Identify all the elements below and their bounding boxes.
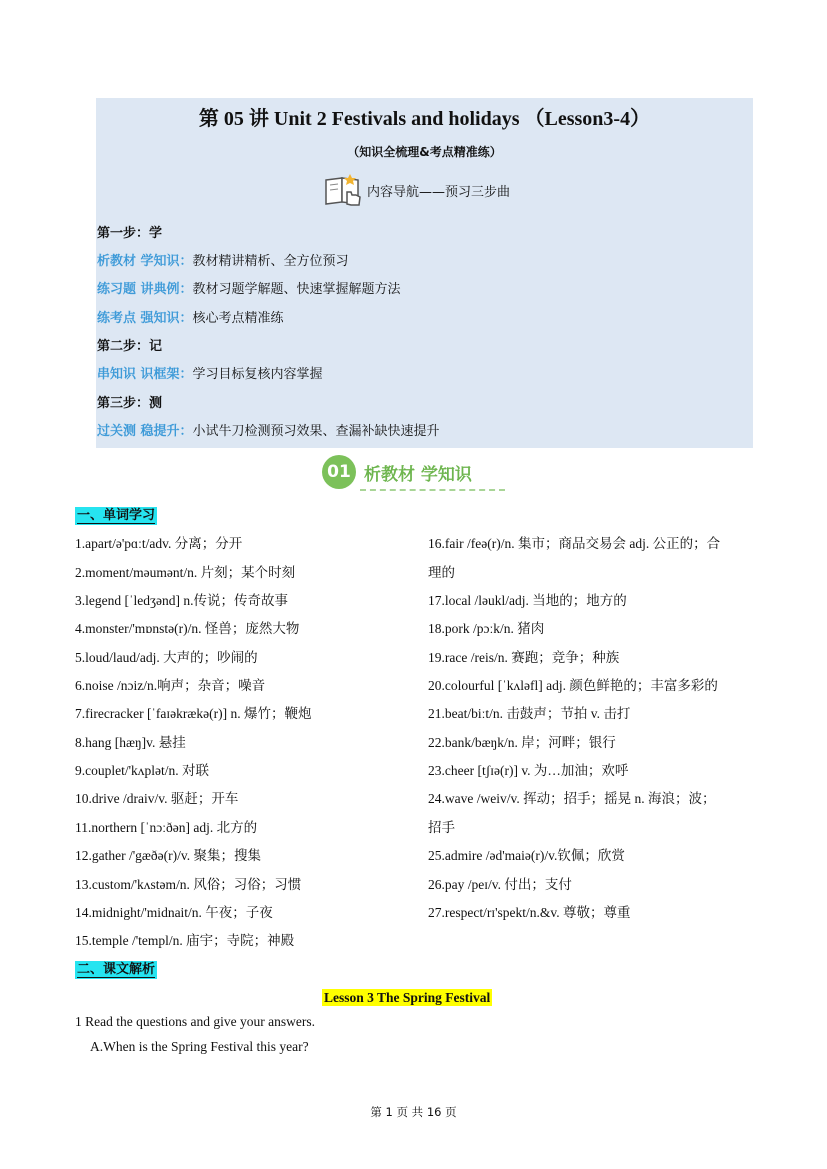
vocab-item: 26.pay /peɪ/v. 付出；支付 xyxy=(428,877,572,892)
vocab-item: 15.temple /'templ/n. 庙宇；寺院；神殿 xyxy=(75,933,295,948)
document-title: 第 05 讲 Unit 2 Festivals and holidays （Lesson3-4） xyxy=(198,108,651,130)
section-heading-text-analysis: 二、课文解析 xyxy=(77,962,156,977)
nav-label: 内容导航——预习三步曲 xyxy=(367,184,511,200)
document-subtitle: （知识全梳理&考点精准练） xyxy=(347,145,502,159)
book-pointer-icon xyxy=(323,172,365,208)
vocab-item: 16.fair /feə(r)/n. 集市；商品交易会 adj. 公正的；合 xyxy=(428,536,721,551)
step-item xyxy=(97,307,284,326)
vocab-item: 27.respect/rɪ'spekt/n.&v. 尊敬；尊重 xyxy=(428,905,631,920)
step-item xyxy=(97,278,401,297)
vocab-item: 4.monster/'mɒnstə(r)/n. 怪兽；庞然大物 xyxy=(75,621,300,636)
vocab-item: 11.northern [ˈnɔːðən] adj. 北方的 xyxy=(75,820,258,835)
step-three-heading: 第三步：测 xyxy=(97,396,163,411)
vocab-item: 25.admire /əd'maiə(r)/v.钦佩；欣赏 xyxy=(428,848,625,863)
vocab-item: 8.hang [hæŋ]v. 悬挂 xyxy=(75,735,186,750)
vocab-item: 17.local /ləukl/adj. 当地的；地方的 xyxy=(428,593,627,608)
question-instruction: 1 Read the questions and give your answers. xyxy=(75,1014,315,1029)
vocab-item: 18.pork /pɔːk/n. 猪肉 xyxy=(428,621,545,636)
vocab-item: 19.race /reis/n. 赛跑；竞争；种族 xyxy=(428,650,620,665)
step-item xyxy=(97,250,349,269)
step-tag: 析教材 学知识： xyxy=(97,254,193,269)
step-item xyxy=(97,363,323,382)
step-text: 小试牛刀检测预习效果、查漏补缺快速提升 xyxy=(192,424,440,439)
vocab-item: 24.wave /weiv/v. 挥动；招手；摇晃 n. 海浪；波； xyxy=(428,791,716,806)
vocab-item: 1.apart/ə'pɑːt/adv. 分离；分开 xyxy=(75,536,243,551)
step-one-heading: 第一步：学 xyxy=(97,226,163,241)
badge-divider xyxy=(360,489,505,491)
vocab-item: 理的 xyxy=(428,565,455,580)
vocab-item: 3.legend [ˈledʒənd] n.传说；传奇故事 xyxy=(75,593,288,608)
lesson-title: Lesson 3 The Spring Festival xyxy=(324,990,491,1005)
section-heading-vocabulary: 一、单词学习 xyxy=(77,508,156,523)
vocab-item: 23.cheer [tʃɪə(r)] v. 为…加油；欢呼 xyxy=(428,763,629,778)
vocab-item: 21.beat/biːt/n. 击鼓声；节拍 v. 击打 xyxy=(428,706,631,721)
step-item xyxy=(97,420,440,439)
step-text: 核心考点精准练 xyxy=(192,311,284,326)
step-two-heading: 第二步：记 xyxy=(97,339,163,354)
vocab-item: 13.custom/'kʌstəm/n. 风俗；习俗；习惯 xyxy=(75,877,302,892)
vocab-item: 招手 xyxy=(428,820,455,835)
page-footer: 第 1 页 共 16 页 xyxy=(370,1105,457,1119)
vocab-item: 2.moment/məumənt/n. 片刻；某个时刻 xyxy=(75,565,296,580)
vocab-item: 14.midnight/'midnait/n. 午夜；子夜 xyxy=(75,905,273,920)
step-text: 学习目标复核内容掌握 xyxy=(192,367,323,382)
vocab-item: 10.drive /draiv/v. 驱赶；开车 xyxy=(75,791,239,806)
vocab-item: 5.loud/laud/adj. 大声的；吵闹的 xyxy=(75,650,258,665)
step-tag: 练习题 讲典例： xyxy=(97,282,193,297)
question-a: A.When is the Spring Festival this year? xyxy=(90,1039,309,1054)
vocab-item: 9.couplet/'kʌplət/n. 对联 xyxy=(75,763,210,778)
vocab-item: 12.gather /'gæðə(r)/v. 聚集；搜集 xyxy=(75,848,262,863)
step-tag: 过关测 稳提升： xyxy=(97,424,193,439)
vocab-item: 22.bank/bæŋk/n. 岸；河畔；银行 xyxy=(428,735,616,750)
vocab-item: 6.noise /nɔiz/n.响声；杂音；噪音 xyxy=(75,678,266,693)
step-text: 教材习题学解题、快速掌握解题方法 xyxy=(192,282,401,297)
step-tag: 练考点 强知识： xyxy=(97,311,193,326)
vocab-item: 7.firecracker [ˈfaɪəkrækə(r)] n. 爆竹；鞭炮 xyxy=(75,706,312,721)
content-navigation xyxy=(323,172,510,208)
section-badge xyxy=(322,455,472,489)
step-text: 教材精讲精析、全方位预习 xyxy=(192,254,349,269)
badge-number: 01 xyxy=(322,455,356,489)
vocab-item: 20.colourful [ˈkʌləfl] adj. 颜色鲜艳的；丰富多彩的 xyxy=(428,678,718,693)
step-tag: 串知识 识框架： xyxy=(97,367,193,382)
badge-label: 析教材 学知识 xyxy=(364,464,472,485)
